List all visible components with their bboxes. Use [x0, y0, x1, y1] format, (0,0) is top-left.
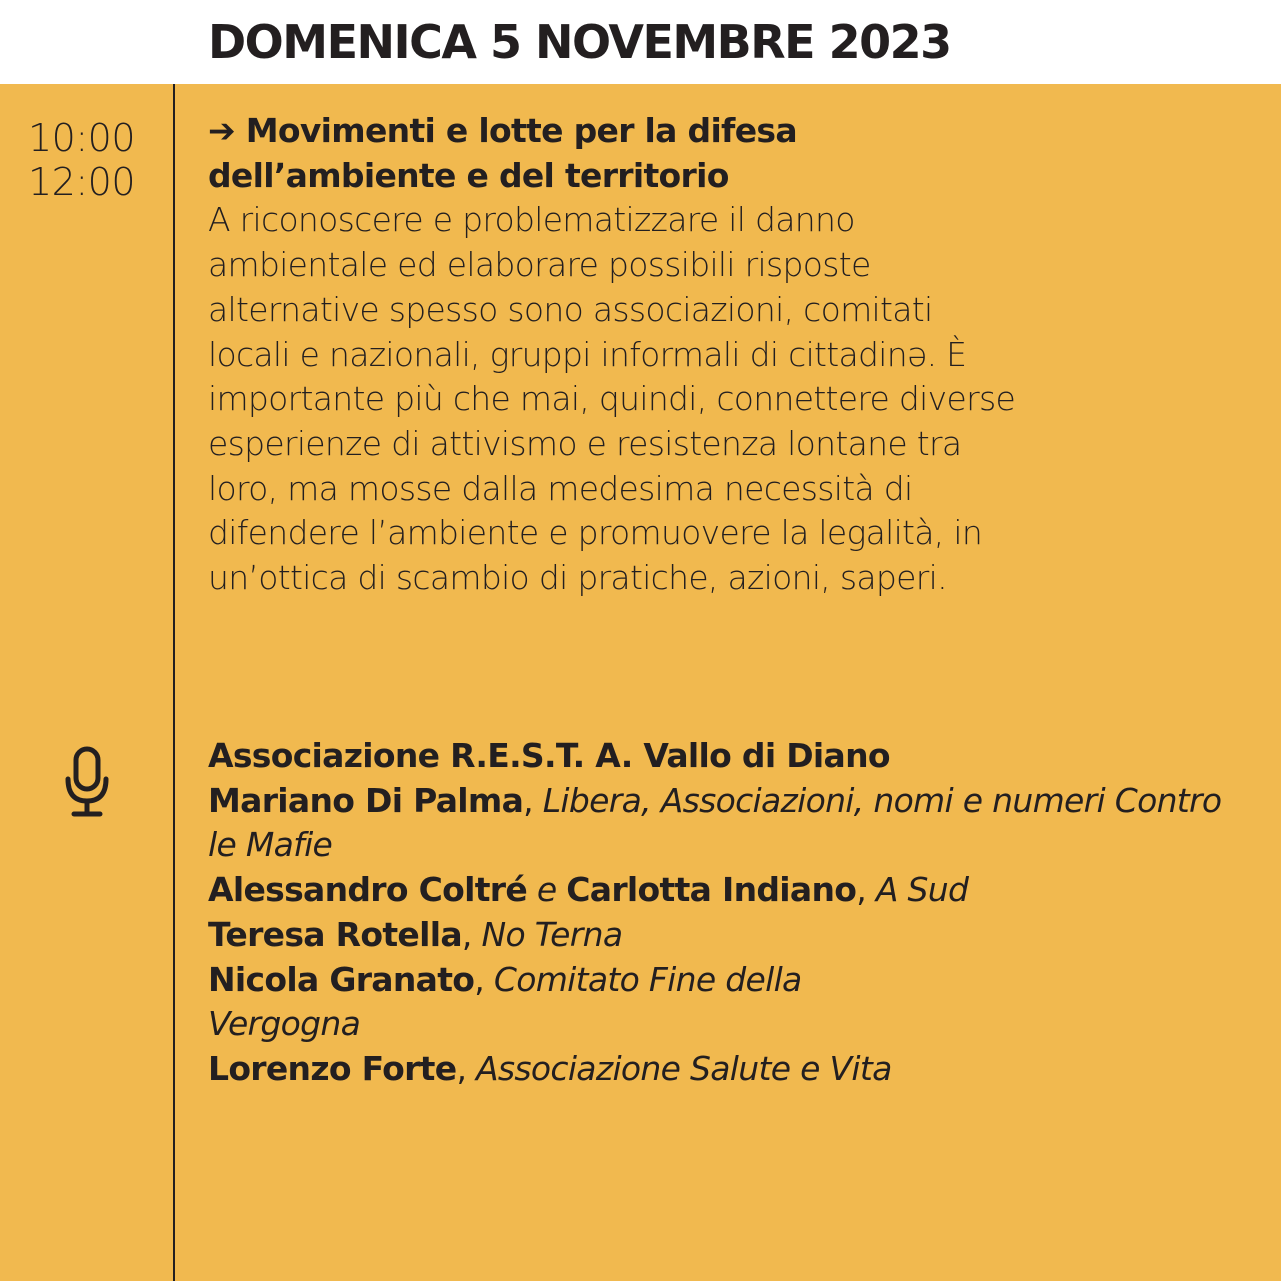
- start-time: 10:00: [28, 116, 136, 160]
- speaker-name: Associazione R.E.S.T. A. Vallo di Diano: [208, 736, 890, 775]
- speaker-organization: Associazione Salute e Vita: [476, 1048, 892, 1088]
- speaker-separator: ,: [474, 959, 494, 999]
- event-title: [208, 109, 988, 198]
- speaker-list: [208, 734, 1258, 1092]
- event-title-line-1: Movimenti e lotte per la difesa: [245, 111, 797, 150]
- speaker-item: [208, 958, 898, 1047]
- page-title: DOMENICA 5 NOVEMBRE 2023: [208, 15, 951, 69]
- speaker-separator: ,: [456, 1048, 477, 1088]
- speaker-item: [208, 913, 1258, 958]
- event-description: A riconoscere e problematizzare il danno ambientale ed elaborare possibili risposte alternative spesso sono associazioni, comitati locali e nazionali, gruppi informali di cittadinə. È importante più che mai, quindi, connettere diverse esperienze di attivismo e resistenza lontane tra loro, ma mosse dalla medesima necessità di difendere l’ambiente e promuovere la legalità, in un’ottica di scambio di pratiche, azioni, saperi.: [208, 200, 1016, 598]
- speaker-item: [208, 779, 1258, 868]
- speaker-separator: ,: [461, 914, 482, 954]
- microphone-icon: [62, 745, 112, 819]
- speaker-organization: Libera, Associazioni, nomi e numeri Contro le Mafie: [208, 780, 1222, 865]
- speaker-organization: A Sud: [875, 870, 969, 910]
- speaker-item: [208, 1047, 1258, 1092]
- speaker-item: [208, 868, 1258, 913]
- speaker-separator: ,: [523, 780, 543, 820]
- header-bar: [0, 0, 1281, 84]
- speaker-conjunction: e: [527, 870, 567, 910]
- arrow-right-icon: ➔: [208, 111, 235, 150]
- speaker-name: Alessandro Coltré: [208, 870, 528, 910]
- speaker-item: [208, 734, 1258, 779]
- event-title-line-2: dell’ambiente e del territorio: [208, 155, 729, 195]
- speaker-organization: No Terna: [481, 914, 623, 954]
- column-divider: [173, 84, 175, 1281]
- speaker-name: Teresa Rotella: [208, 914, 462, 954]
- speaker-name: Mariano Di Palma: [208, 780, 524, 820]
- speaker-name: Nicola Granato: [208, 959, 475, 999]
- event-content: [208, 109, 1248, 601]
- speaker-separator: ,: [856, 870, 876, 910]
- time-column: [28, 116, 168, 204]
- speaker-organization: Comitato Fine della Vergogna: [208, 959, 802, 1044]
- speaker-name: Lorenzo Forte: [208, 1048, 457, 1088]
- speaker-name: Carlotta Indiano: [566, 870, 857, 910]
- end-time: 12:00: [28, 160, 136, 204]
